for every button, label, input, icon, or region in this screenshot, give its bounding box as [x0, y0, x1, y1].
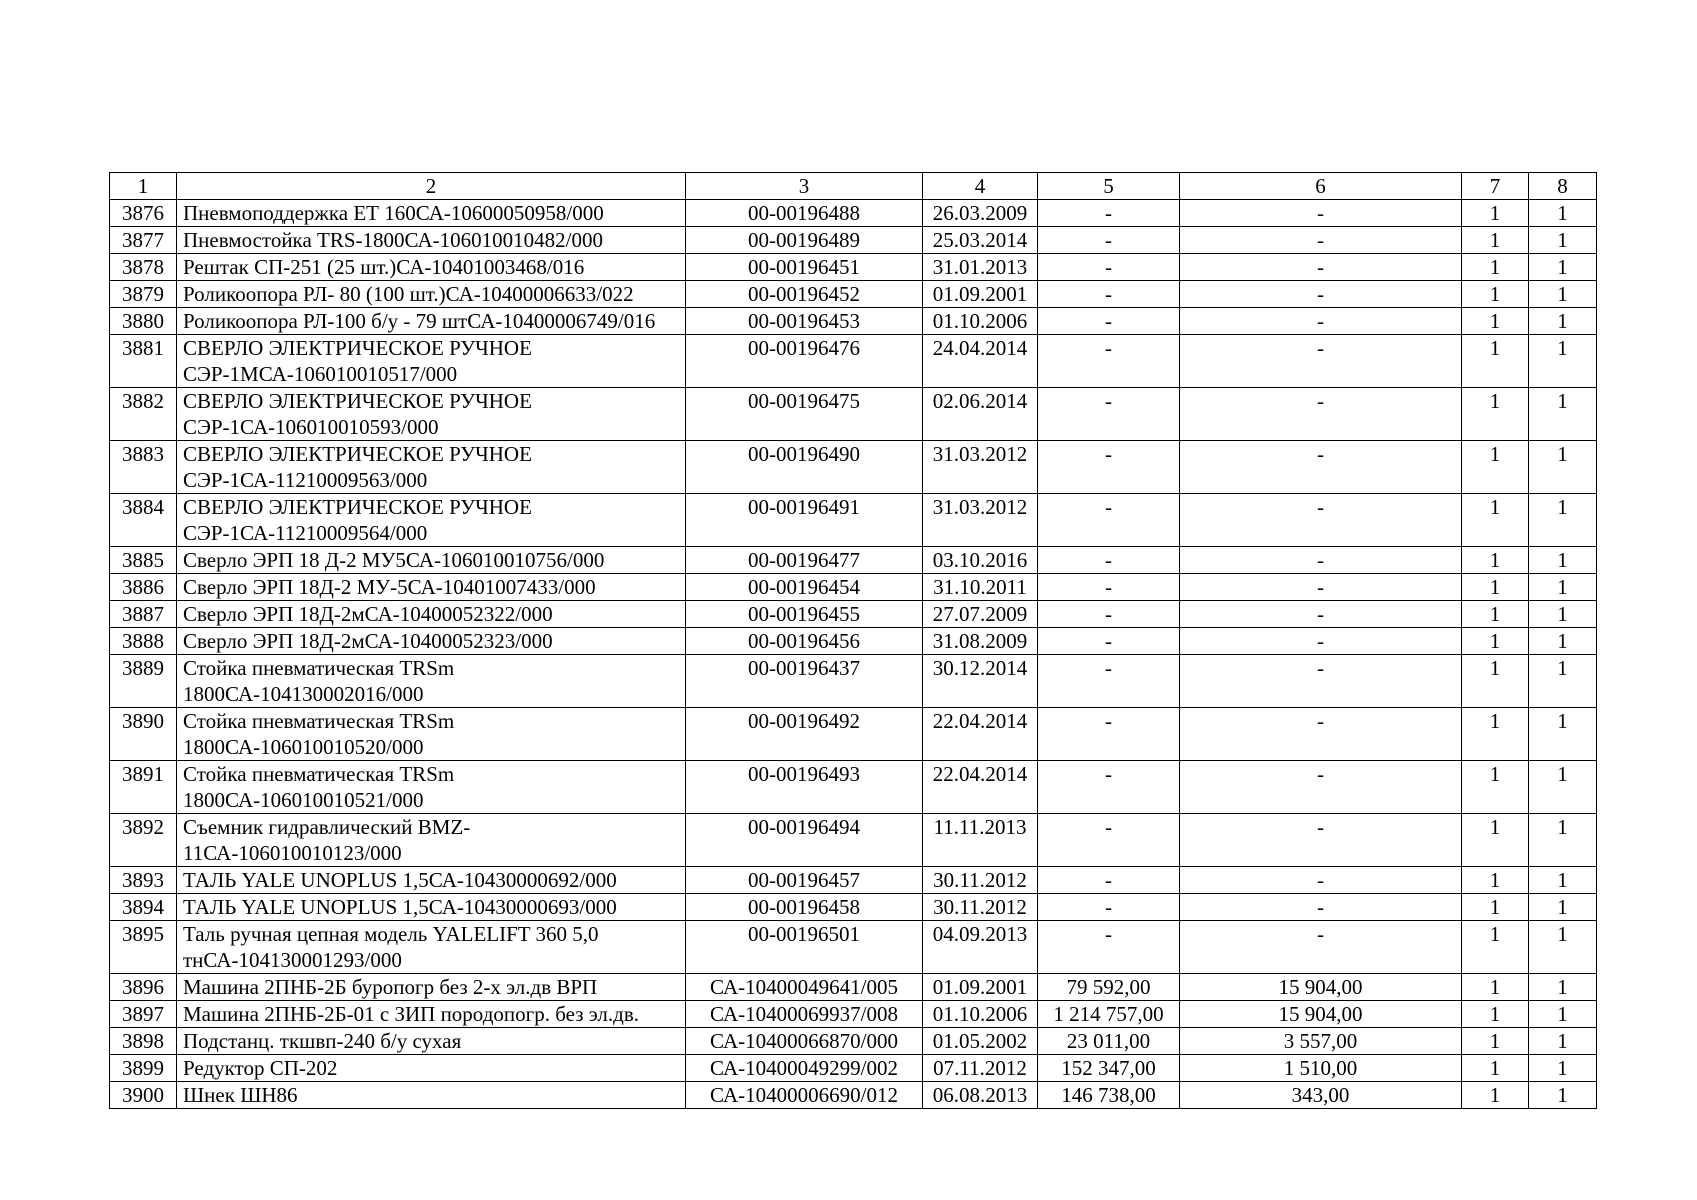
- value-col5-cell: -: [1038, 814, 1180, 867]
- quantity-col8-cell: 1: [1529, 894, 1597, 921]
- table-row: [110, 921, 1597, 974]
- inventory-code-cell: 00-00196437: [686, 655, 923, 708]
- inventory-code-cell: 00-00196453: [686, 308, 923, 335]
- value-col6-cell: 15 904,00: [1180, 974, 1462, 1001]
- item-name-cell: СВЕРЛО ЭЛЕКТРИЧЕСКОЕ РУЧНОЕ СЭР-1МСА-106010010517/000: [177, 335, 686, 388]
- quantity-col8-cell: 1: [1529, 601, 1597, 628]
- quantity-col7-cell: 1: [1462, 335, 1529, 388]
- row-number-cell: 3881: [110, 335, 177, 388]
- table-row: [110, 655, 1597, 708]
- table-row: [110, 761, 1597, 814]
- value-col5-cell: -: [1038, 655, 1180, 708]
- quantity-col7-cell: 1: [1462, 1001, 1529, 1028]
- quantity-col8-cell: 1: [1529, 867, 1597, 894]
- quantity-col8-cell: 1: [1529, 308, 1597, 335]
- date-cell: 06.08.2013: [923, 1082, 1038, 1109]
- inventory-code-cell: СА-10400066870/000: [686, 1028, 923, 1055]
- row-number-cell: 3895: [110, 921, 177, 974]
- quantity-col8-cell: 1: [1529, 200, 1597, 227]
- date-cell: 31.03.2012: [923, 494, 1038, 547]
- item-name-cell: Роликоопора РЛ-100 б/у - 79 штСА-10400006749/016: [177, 308, 686, 335]
- value-col6-cell: 1 510,00: [1180, 1055, 1462, 1082]
- value-col5-cell: -: [1038, 574, 1180, 601]
- value-col5-cell: -: [1038, 494, 1180, 547]
- value-col6-cell: -: [1180, 254, 1462, 281]
- row-number-cell: 3877: [110, 227, 177, 254]
- date-cell: 25.03.2014: [923, 227, 1038, 254]
- table-row: [110, 547, 1597, 574]
- quantity-col8-cell: 1: [1529, 388, 1597, 441]
- value-col5-cell: -: [1038, 628, 1180, 655]
- inventory-code-cell: 00-00196456: [686, 628, 923, 655]
- value-col5-cell: -: [1038, 227, 1180, 254]
- value-col5-cell: -: [1038, 441, 1180, 494]
- quantity-col7-cell: 1: [1462, 601, 1529, 628]
- quantity-col7-cell: 1: [1462, 655, 1529, 708]
- row-number-cell: 3889: [110, 655, 177, 708]
- value-col6-cell: -: [1180, 388, 1462, 441]
- column-header: 4: [923, 173, 1038, 200]
- quantity-col7-cell: 1: [1462, 227, 1529, 254]
- quantity-col7-cell: 1: [1462, 1028, 1529, 1055]
- table-row: [110, 494, 1597, 547]
- quantity-col8-cell: 1: [1529, 227, 1597, 254]
- quantity-col7-cell: 1: [1462, 761, 1529, 814]
- item-name-cell: Сверло ЭРП 18Д-2мСА-10400052322/000: [177, 601, 686, 628]
- quantity-col7-cell: 1: [1462, 921, 1529, 974]
- column-header: 1: [110, 173, 177, 200]
- inventory-code-cell: СА-10400049299/002: [686, 1055, 923, 1082]
- table-header-row: [110, 173, 1597, 200]
- value-col6-cell: -: [1180, 894, 1462, 921]
- quantity-col8-cell: 1: [1529, 1055, 1597, 1082]
- row-number-cell: 3894: [110, 894, 177, 921]
- item-name-cell: Роликоопора РЛ- 80 (100 шт.)СА-10400006633/022: [177, 281, 686, 308]
- value-col6-cell: -: [1180, 761, 1462, 814]
- inventory-table: [109, 172, 1597, 1109]
- value-col6-cell: -: [1180, 308, 1462, 335]
- row-number-cell: 3886: [110, 574, 177, 601]
- value-col6-cell: -: [1180, 628, 1462, 655]
- value-col5-cell: 1 214 757,00: [1038, 1001, 1180, 1028]
- date-cell: 22.04.2014: [923, 761, 1038, 814]
- table-row: [110, 1028, 1597, 1055]
- date-cell: 31.10.2011: [923, 574, 1038, 601]
- table-row: [110, 974, 1597, 1001]
- inventory-code-cell: СА-10400049641/005: [686, 974, 923, 1001]
- value-col5-cell: -: [1038, 200, 1180, 227]
- inventory-code-cell: 00-00196455: [686, 601, 923, 628]
- row-number-cell: 3896: [110, 974, 177, 1001]
- quantity-col7-cell: 1: [1462, 708, 1529, 761]
- value-col5-cell: -: [1038, 308, 1180, 335]
- inventory-code-cell: 00-00196494: [686, 814, 923, 867]
- row-number-cell: 3878: [110, 254, 177, 281]
- inventory-code-cell: 00-00196475: [686, 388, 923, 441]
- table-row: [110, 574, 1597, 601]
- quantity-col8-cell: 1: [1529, 974, 1597, 1001]
- value-col6-cell: -: [1180, 335, 1462, 388]
- quantity-col7-cell: 1: [1462, 308, 1529, 335]
- date-cell: 31.03.2012: [923, 441, 1038, 494]
- value-col6-cell: -: [1180, 601, 1462, 628]
- date-cell: 30.12.2014: [923, 655, 1038, 708]
- inventory-code-cell: 00-00196501: [686, 921, 923, 974]
- value-col5-cell: 23 011,00: [1038, 1028, 1180, 1055]
- value-col5-cell: -: [1038, 894, 1180, 921]
- inventory-code-cell: 00-00196489: [686, 227, 923, 254]
- table-row: [110, 814, 1597, 867]
- row-number-cell: 3882: [110, 388, 177, 441]
- value-col5-cell: -: [1038, 761, 1180, 814]
- value-col5-cell: -: [1038, 921, 1180, 974]
- quantity-col8-cell: 1: [1529, 574, 1597, 601]
- date-cell: 01.09.2001: [923, 281, 1038, 308]
- item-name-cell: Машина 2ПНБ-2Б-01 с ЗИП породопогр. без эл.дв.: [177, 1001, 686, 1028]
- value-col6-cell: -: [1180, 867, 1462, 894]
- quantity-col8-cell: 1: [1529, 921, 1597, 974]
- inventory-code-cell: 00-00196458: [686, 894, 923, 921]
- item-name-cell: Машина 2ПНБ-2Б буропогр без 2-х эл.дв ВРП: [177, 974, 686, 1001]
- row-number-cell: 3892: [110, 814, 177, 867]
- row-number-cell: 3883: [110, 441, 177, 494]
- date-cell: 01.10.2006: [923, 1001, 1038, 1028]
- inventory-code-cell: 00-00196477: [686, 547, 923, 574]
- date-cell: 03.10.2016: [923, 547, 1038, 574]
- column-header: 8: [1529, 173, 1597, 200]
- inventory-code-cell: 00-00196452: [686, 281, 923, 308]
- quantity-col8-cell: 1: [1529, 494, 1597, 547]
- table-row: [110, 335, 1597, 388]
- item-name-cell: Сверло ЭРП 18Д-2 МУ-5СА-10401007433/000: [177, 574, 686, 601]
- value-col6-cell: -: [1180, 655, 1462, 708]
- column-header: 6: [1180, 173, 1462, 200]
- row-number-cell: 3888: [110, 628, 177, 655]
- quantity-col8-cell: 1: [1529, 254, 1597, 281]
- date-cell: 31.01.2013: [923, 254, 1038, 281]
- value-col5-cell: 146 738,00: [1038, 1082, 1180, 1109]
- quantity-col8-cell: 1: [1529, 1001, 1597, 1028]
- value-col6-cell: 343,00: [1180, 1082, 1462, 1109]
- table-row: [110, 308, 1597, 335]
- item-name-cell: Пневмоподдержка ЕТ 160СА-10600050958/000: [177, 200, 686, 227]
- quantity-col7-cell: 1: [1462, 814, 1529, 867]
- inventory-code-cell: СА-10400069937/008: [686, 1001, 923, 1028]
- quantity-col7-cell: 1: [1462, 1082, 1529, 1109]
- row-number-cell: 3900: [110, 1082, 177, 1109]
- date-cell: 30.11.2012: [923, 894, 1038, 921]
- inventory-code-cell: 00-00196491: [686, 494, 923, 547]
- quantity-col7-cell: 1: [1462, 867, 1529, 894]
- date-cell: 01.10.2006: [923, 308, 1038, 335]
- item-name-cell: СВЕРЛО ЭЛЕКТРИЧЕСКОЕ РУЧНОЕ СЭР-1СА-11210009564/000: [177, 494, 686, 547]
- date-cell: 30.11.2012: [923, 867, 1038, 894]
- column-header: 5: [1038, 173, 1180, 200]
- table-row: [110, 254, 1597, 281]
- row-number-cell: 3890: [110, 708, 177, 761]
- row-number-cell: 3887: [110, 601, 177, 628]
- quantity-col8-cell: 1: [1529, 281, 1597, 308]
- inventory-code-cell: 00-00196454: [686, 574, 923, 601]
- value-col6-cell: 15 904,00: [1180, 1001, 1462, 1028]
- date-cell: 31.08.2009: [923, 628, 1038, 655]
- value-col5-cell: -: [1038, 335, 1180, 388]
- value-col6-cell: -: [1180, 200, 1462, 227]
- table-row: [110, 200, 1597, 227]
- row-number-cell: 3893: [110, 867, 177, 894]
- item-name-cell: Стойка пневматическая TRSm 1800СА-106010010521/000: [177, 761, 686, 814]
- item-name-cell: Съемник гидравлический BMZ-11СА-106010010123/000: [177, 814, 686, 867]
- item-name-cell: Стойка пневматическая TRSm 1800СА-106010010520/000: [177, 708, 686, 761]
- quantity-col8-cell: 1: [1529, 655, 1597, 708]
- quantity-col7-cell: 1: [1462, 281, 1529, 308]
- date-cell: 01.09.2001: [923, 974, 1038, 1001]
- item-name-cell: СВЕРЛО ЭЛЕКТРИЧЕСКОЕ РУЧНОЕ СЭР-1СА-106010010593/000: [177, 388, 686, 441]
- value-col6-cell: -: [1180, 574, 1462, 601]
- row-number-cell: 3876: [110, 200, 177, 227]
- row-number-cell: 3891: [110, 761, 177, 814]
- value-col5-cell: -: [1038, 708, 1180, 761]
- quantity-col8-cell: 1: [1529, 628, 1597, 655]
- item-name-cell: Шнек ШН86: [177, 1082, 686, 1109]
- date-cell: 02.06.2014: [923, 388, 1038, 441]
- date-cell: 27.07.2009: [923, 601, 1038, 628]
- value-col6-cell: -: [1180, 227, 1462, 254]
- row-number-cell: 3884: [110, 494, 177, 547]
- item-name-cell: Сверло ЭРП 18 Д-2 МУ5СА-106010010756/000: [177, 547, 686, 574]
- value-col6-cell: -: [1180, 921, 1462, 974]
- item-name-cell: СВЕРЛО ЭЛЕКТРИЧЕСКОЕ РУЧНОЕ СЭР-1СА-11210009563/000: [177, 441, 686, 494]
- item-name-cell: Рештак СП-251 (25 шт.)СА-10401003468/016: [177, 254, 686, 281]
- table-row: [110, 708, 1597, 761]
- value-col6-cell: -: [1180, 441, 1462, 494]
- table-row: [110, 227, 1597, 254]
- table-row: [110, 601, 1597, 628]
- date-cell: 01.05.2002: [923, 1028, 1038, 1055]
- quantity-col7-cell: 1: [1462, 974, 1529, 1001]
- table-row: [110, 388, 1597, 441]
- table-row: [110, 1055, 1597, 1082]
- item-name-cell: Редуктор СП-202: [177, 1055, 686, 1082]
- value-col5-cell: -: [1038, 254, 1180, 281]
- inventory-code-cell: 00-00196492: [686, 708, 923, 761]
- value-col5-cell: 152 347,00: [1038, 1055, 1180, 1082]
- quantity-col7-cell: 1: [1462, 894, 1529, 921]
- item-name-cell: Сверло ЭРП 18Д-2мСА-10400052323/000: [177, 628, 686, 655]
- quantity-col8-cell: 1: [1529, 1028, 1597, 1055]
- date-cell: 04.09.2013: [923, 921, 1038, 974]
- column-header: 2: [177, 173, 686, 200]
- table-row: [110, 867, 1597, 894]
- row-number-cell: 3898: [110, 1028, 177, 1055]
- quantity-col8-cell: 1: [1529, 1082, 1597, 1109]
- quantity-col7-cell: 1: [1462, 388, 1529, 441]
- table-row: [110, 1001, 1597, 1028]
- table-row: [110, 281, 1597, 308]
- value-col5-cell: -: [1038, 547, 1180, 574]
- inventory-code-cell: 00-00196457: [686, 867, 923, 894]
- quantity-col7-cell: 1: [1462, 574, 1529, 601]
- row-number-cell: 3880: [110, 308, 177, 335]
- table-row: [110, 894, 1597, 921]
- item-name-cell: Таль ручная цепная модель YALELIFT 360 5,0 тнСА-104130001293/000: [177, 921, 686, 974]
- date-cell: 07.11.2012: [923, 1055, 1038, 1082]
- value-col5-cell: 79 592,00: [1038, 974, 1180, 1001]
- row-number-cell: 3885: [110, 547, 177, 574]
- inventory-code-cell: 00-00196493: [686, 761, 923, 814]
- table-row: [110, 628, 1597, 655]
- quantity-col8-cell: 1: [1529, 547, 1597, 574]
- row-number-cell: 3899: [110, 1055, 177, 1082]
- column-header: 3: [686, 173, 923, 200]
- quantity-col7-cell: 1: [1462, 200, 1529, 227]
- value-col5-cell: -: [1038, 601, 1180, 628]
- row-number-cell: 3897: [110, 1001, 177, 1028]
- item-name-cell: ТАЛЬ YALE UNOPLUS 1,5СА-10430000692/000: [177, 867, 686, 894]
- item-name-cell: Пневмостойка TRS-1800СА-106010010482/000: [177, 227, 686, 254]
- inventory-code-cell: 00-00196488: [686, 200, 923, 227]
- value-col5-cell: -: [1038, 388, 1180, 441]
- table-row: [110, 441, 1597, 494]
- quantity-col7-cell: 1: [1462, 628, 1529, 655]
- quantity-col7-cell: 1: [1462, 254, 1529, 281]
- quantity-col8-cell: 1: [1529, 708, 1597, 761]
- row-number-cell: 3879: [110, 281, 177, 308]
- quantity-col7-cell: 1: [1462, 547, 1529, 574]
- value-col5-cell: -: [1038, 281, 1180, 308]
- quantity-col8-cell: 1: [1529, 814, 1597, 867]
- date-cell: 24.04.2014: [923, 335, 1038, 388]
- value-col6-cell: -: [1180, 547, 1462, 574]
- quantity-col8-cell: 1: [1529, 761, 1597, 814]
- inventory-code-cell: 00-00196451: [686, 254, 923, 281]
- value-col6-cell: -: [1180, 281, 1462, 308]
- item-name-cell: Подстанц. ткшвп-240 б/у сухая: [177, 1028, 686, 1055]
- inventory-code-cell: 00-00196490: [686, 441, 923, 494]
- item-name-cell: Стойка пневматическая TRSm 1800СА-104130002016/000: [177, 655, 686, 708]
- value-col6-cell: 3 557,00: [1180, 1028, 1462, 1055]
- date-cell: 11.11.2013: [923, 814, 1038, 867]
- date-cell: 22.04.2014: [923, 708, 1038, 761]
- date-cell: 26.03.2009: [923, 200, 1038, 227]
- value-col6-cell: -: [1180, 708, 1462, 761]
- column-header: 7: [1462, 173, 1529, 200]
- quantity-col7-cell: 1: [1462, 494, 1529, 547]
- quantity-col7-cell: 1: [1462, 441, 1529, 494]
- table-row: [110, 1082, 1597, 1109]
- inventory-code-cell: СА-10400006690/012: [686, 1082, 923, 1109]
- inventory-code-cell: 00-00196476: [686, 335, 923, 388]
- quantity-col8-cell: 1: [1529, 335, 1597, 388]
- quantity-col7-cell: 1: [1462, 1055, 1529, 1082]
- quantity-col8-cell: 1: [1529, 441, 1597, 494]
- item-name-cell: ТАЛЬ YALE UNOPLUS 1,5СА-10430000693/000: [177, 894, 686, 921]
- value-col5-cell: -: [1038, 867, 1180, 894]
- value-col6-cell: -: [1180, 494, 1462, 547]
- value-col6-cell: -: [1180, 814, 1462, 867]
